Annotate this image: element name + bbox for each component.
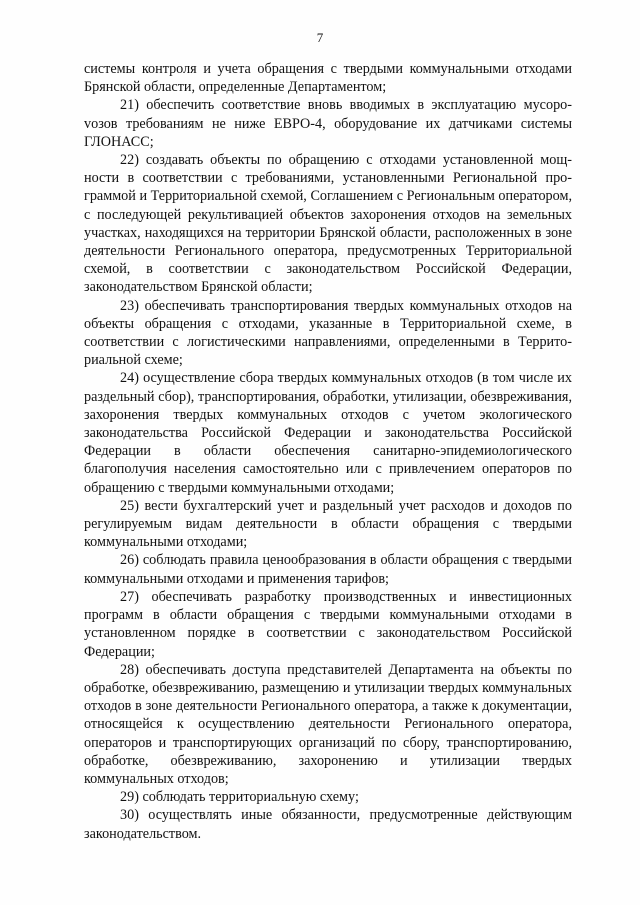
paragraph-item-21: 21) обеспечить соответствие вновь вводимых в эксплуатацию мусороvозов требованиям не ниже ЕВРО-4, оборудование их датчиками системы ГЛОНАСС; <box>84 97 572 150</box>
paragraph-continuation: системы контроля и учета обращения с твердыми коммунальными отходами Брянской области, определенные Департаментом; <box>84 61 572 96</box>
paragraph-item-23: 23) обеспечивать транспортирования твердых коммунальных отходов на объекты обращения с отходами, указанные в Территориальной схеме, в соответствии с логистическими направлениями, определенными в Территориальной схеме; <box>84 297 572 369</box>
paragraph-item-29: 29) соблюдать территориальную схему; <box>120 789 359 806</box>
paragraph-item-24: 24) осуществление сбора твердых коммунальных отходов (в том числе их раздельный сбор), транспортирования, обработки, утилизации, обезвреживания, захоронения твердых коммунальных отходов с учетом экологического законодательства Российской Федерации и законодательства Российской Федерации в области обеспечения санитарно-эпидемиологического благополучия населения самостоятельно или с привлечением операторов по обращению с твердыми коммунальными отходами; <box>84 370 572 496</box>
paragraph-item-22: 22) создавать объекты по обращению с отходами установленной мощности в соответствии с требованиями, установленными Региональной программой и Территориальной схемой, Соглашением с Региональным оператором, с последующей рекультивацией объектов захоронения отходов на земельных участках, находящихся на территории Брянской области, расположенных в зоне деятельности Регионального оператора, предусмотренных Территориальной схемой, в соответствии с законодательством Российской Федерации, законодательством Брянской области; <box>84 152 572 296</box>
paragraph-item-28: 28) обеспечивать доступа представителей Департамента на объекты по обработке, обезвреживанию, размещению и утилизации твердых коммунальных отходов в зоне деятельности Регионального оператора, а также к документации, относящейся к осуществлению деятельности Регионального оператора, операторов и транспортирующих организаций по сбору, транспортированию, обработке, обезвреживанию, захоронению и утилизации твердых коммунальных отходов; <box>84 661 572 787</box>
document-body <box>84 60 572 843</box>
paragraph-item-27: 27) обеспечивать разработку производственных и инвестиционных программ в области обращения с твердыми коммунальными отходами в установленном порядке в соответствии с законодательством Российской Федерации; <box>84 588 572 660</box>
paragraph-item-26: 26) соблюдать правила ценообразования в области обращения с твердыми коммунальными отходами и применения тарифов; <box>84 552 572 587</box>
paragraph-item-25: 25) вести бухгалтерский учет и раздельный учет расходов и доходов по регулируемым видам деятельности в области обращения с твердыми коммунальными отходами; <box>84 497 572 551</box>
paragraph-item-30: 30) осуществлять иные обязанности, предусмотренные действующим законодательством. <box>84 807 572 842</box>
page-number: 7 <box>316 30 324 45</box>
